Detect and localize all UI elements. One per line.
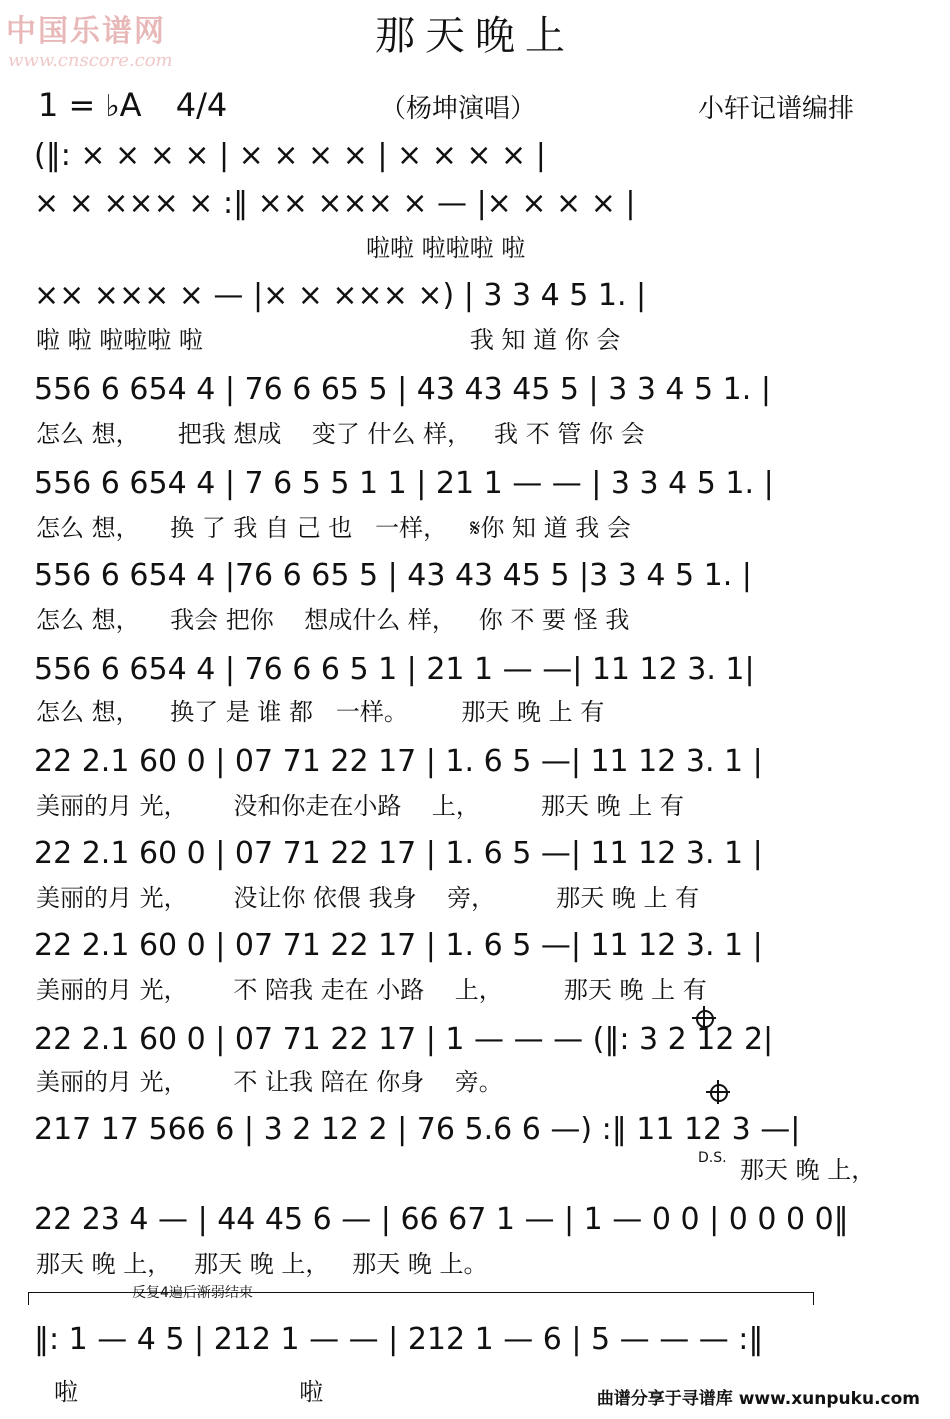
watermark-url: www.cnscore.com <box>8 50 173 71</box>
song-title: 那天晚上 <box>375 13 575 59</box>
music-line-9: 22 2.1 60 0 | 07 71 22 17 | 1. 6 5 —| 11 12 3. 1 | <box>34 836 763 871</box>
music-line-10: 22 2.1 60 0 | 07 71 22 17 | 1. 6 5 —| 11 12 3. 1 | <box>34 928 763 963</box>
music-line-8: 22 2.1 60 0 | 07 71 22 17 | 1. 6 5 —| 11 12 3. 1 | <box>34 744 763 779</box>
lyric-line-2: 啦 啦 啦啦啦 啦 我 知 道 你 会 <box>36 326 621 354</box>
ds-mark: D.S. <box>698 1150 727 1166</box>
music-line-13: 22 23 4 — | 44 45 6 — | 66 67 1 — | 1 — 0 0 | 0 0 0 0‖ <box>34 1202 849 1237</box>
repeat-instruction: 反复4遍后渐弱结束 <box>132 1285 253 1301</box>
lyric-line-11: 那天 晚 上， <box>740 1156 876 1184</box>
lyric-line-7: 美丽的月 光， 没和你走在小路 上， 那天 晚 上 有 <box>36 792 684 820</box>
key-prefix: 1 = <box>38 86 96 124</box>
music-line-14: ‖: 1 — 4 5 | 212 1 — — | 212 1 — 6 | 5 — — — :‖ <box>34 1322 764 1357</box>
lyric-line-4: 怎么 想， 换 了 我 自 己 也 一样， 𝄋你 知 道 我 会 <box>36 514 631 542</box>
time-signature: 4/4 <box>175 86 228 124</box>
music-line-4: 556 6 654 4 | 76 6 65 5 | 43 43 45 5 | 3 3 4 5 1. | <box>34 372 771 407</box>
lyric-line-9: 美丽的月 光， 不 陪我 走在 小路 上， 那天 晚 上 有 <box>36 976 707 1004</box>
singer-credit: （杨坤演唱） <box>380 94 537 124</box>
lyric-line-1: 啦啦 啦啦啦 啦 <box>366 234 526 262</box>
music-line-11: 22 2.1 60 0 | 07 71 22 17 | 1 — — — (‖: 3 2 12 2| <box>34 1022 774 1057</box>
music-line-2: × × ××× × :‖ ×× ××× × — |× × × × | <box>34 186 636 221</box>
arranger-credit: 小轩记谱编排 <box>698 94 855 124</box>
watermark-logo: 中国乐谱网 <box>6 14 166 49</box>
music-line-7: 556 6 654 4 | 76 6 6 5 1 | 21 1 — —| 11 12 3. 1| <box>34 652 755 687</box>
music-line-1: (‖: × × × × | × × × × | × × × × | <box>34 138 546 173</box>
footer-credit: 曲谱分享于寻谱库 www.xunpuku.com <box>596 1389 920 1409</box>
music-line-3: ×× ××× × — |× × ××× ×) | 3 3 4 5 1. | <box>34 278 647 313</box>
lyric-line-3: 怎么 想， 把我 想成 变了 什么 样， 我 不 管 你 会 <box>36 420 645 448</box>
music-line-12: 217 17 566 6 | 3 2 12 2 | 76 5.6 6 —) :‖ 11 12 3 —| <box>34 1112 801 1147</box>
lyric-line-12: 那天 晚 上， 那天 晚 上， 那天 晚 上。 <box>36 1250 488 1278</box>
flat-icon: ♭ <box>105 89 120 124</box>
lyric-line-13: 啦 啦 <box>54 1378 324 1406</box>
lyric-line-8: 美丽的月 光， 没让你 依偎 我身 旁， 那天 晚 上 有 <box>36 884 700 912</box>
key-letter: A <box>119 86 142 124</box>
music-line-5: 556 6 654 4 | 7 6 5 5 1 1 | 21 1 — — | 3 3 4 5 1. | <box>34 466 774 501</box>
lyric-line-10: 美丽的月 光， 不 让我 陪在 你身 旁。 <box>36 1068 503 1096</box>
key-signature <box>38 86 227 124</box>
music-line-6: 556 6 654 4 |76 6 65 5 | 43 43 45 5 |3 3 4 5 1. | <box>34 558 752 593</box>
lyric-line-5: 怎么 想， 我会 把你 想成什么 样， 你 不 要 怪 我 <box>36 606 630 634</box>
coda-icon <box>706 1080 730 1104</box>
lyric-line-6: 怎么 想， 换了 是 谁 都 一样。 那天 晚 上 有 <box>36 698 605 726</box>
